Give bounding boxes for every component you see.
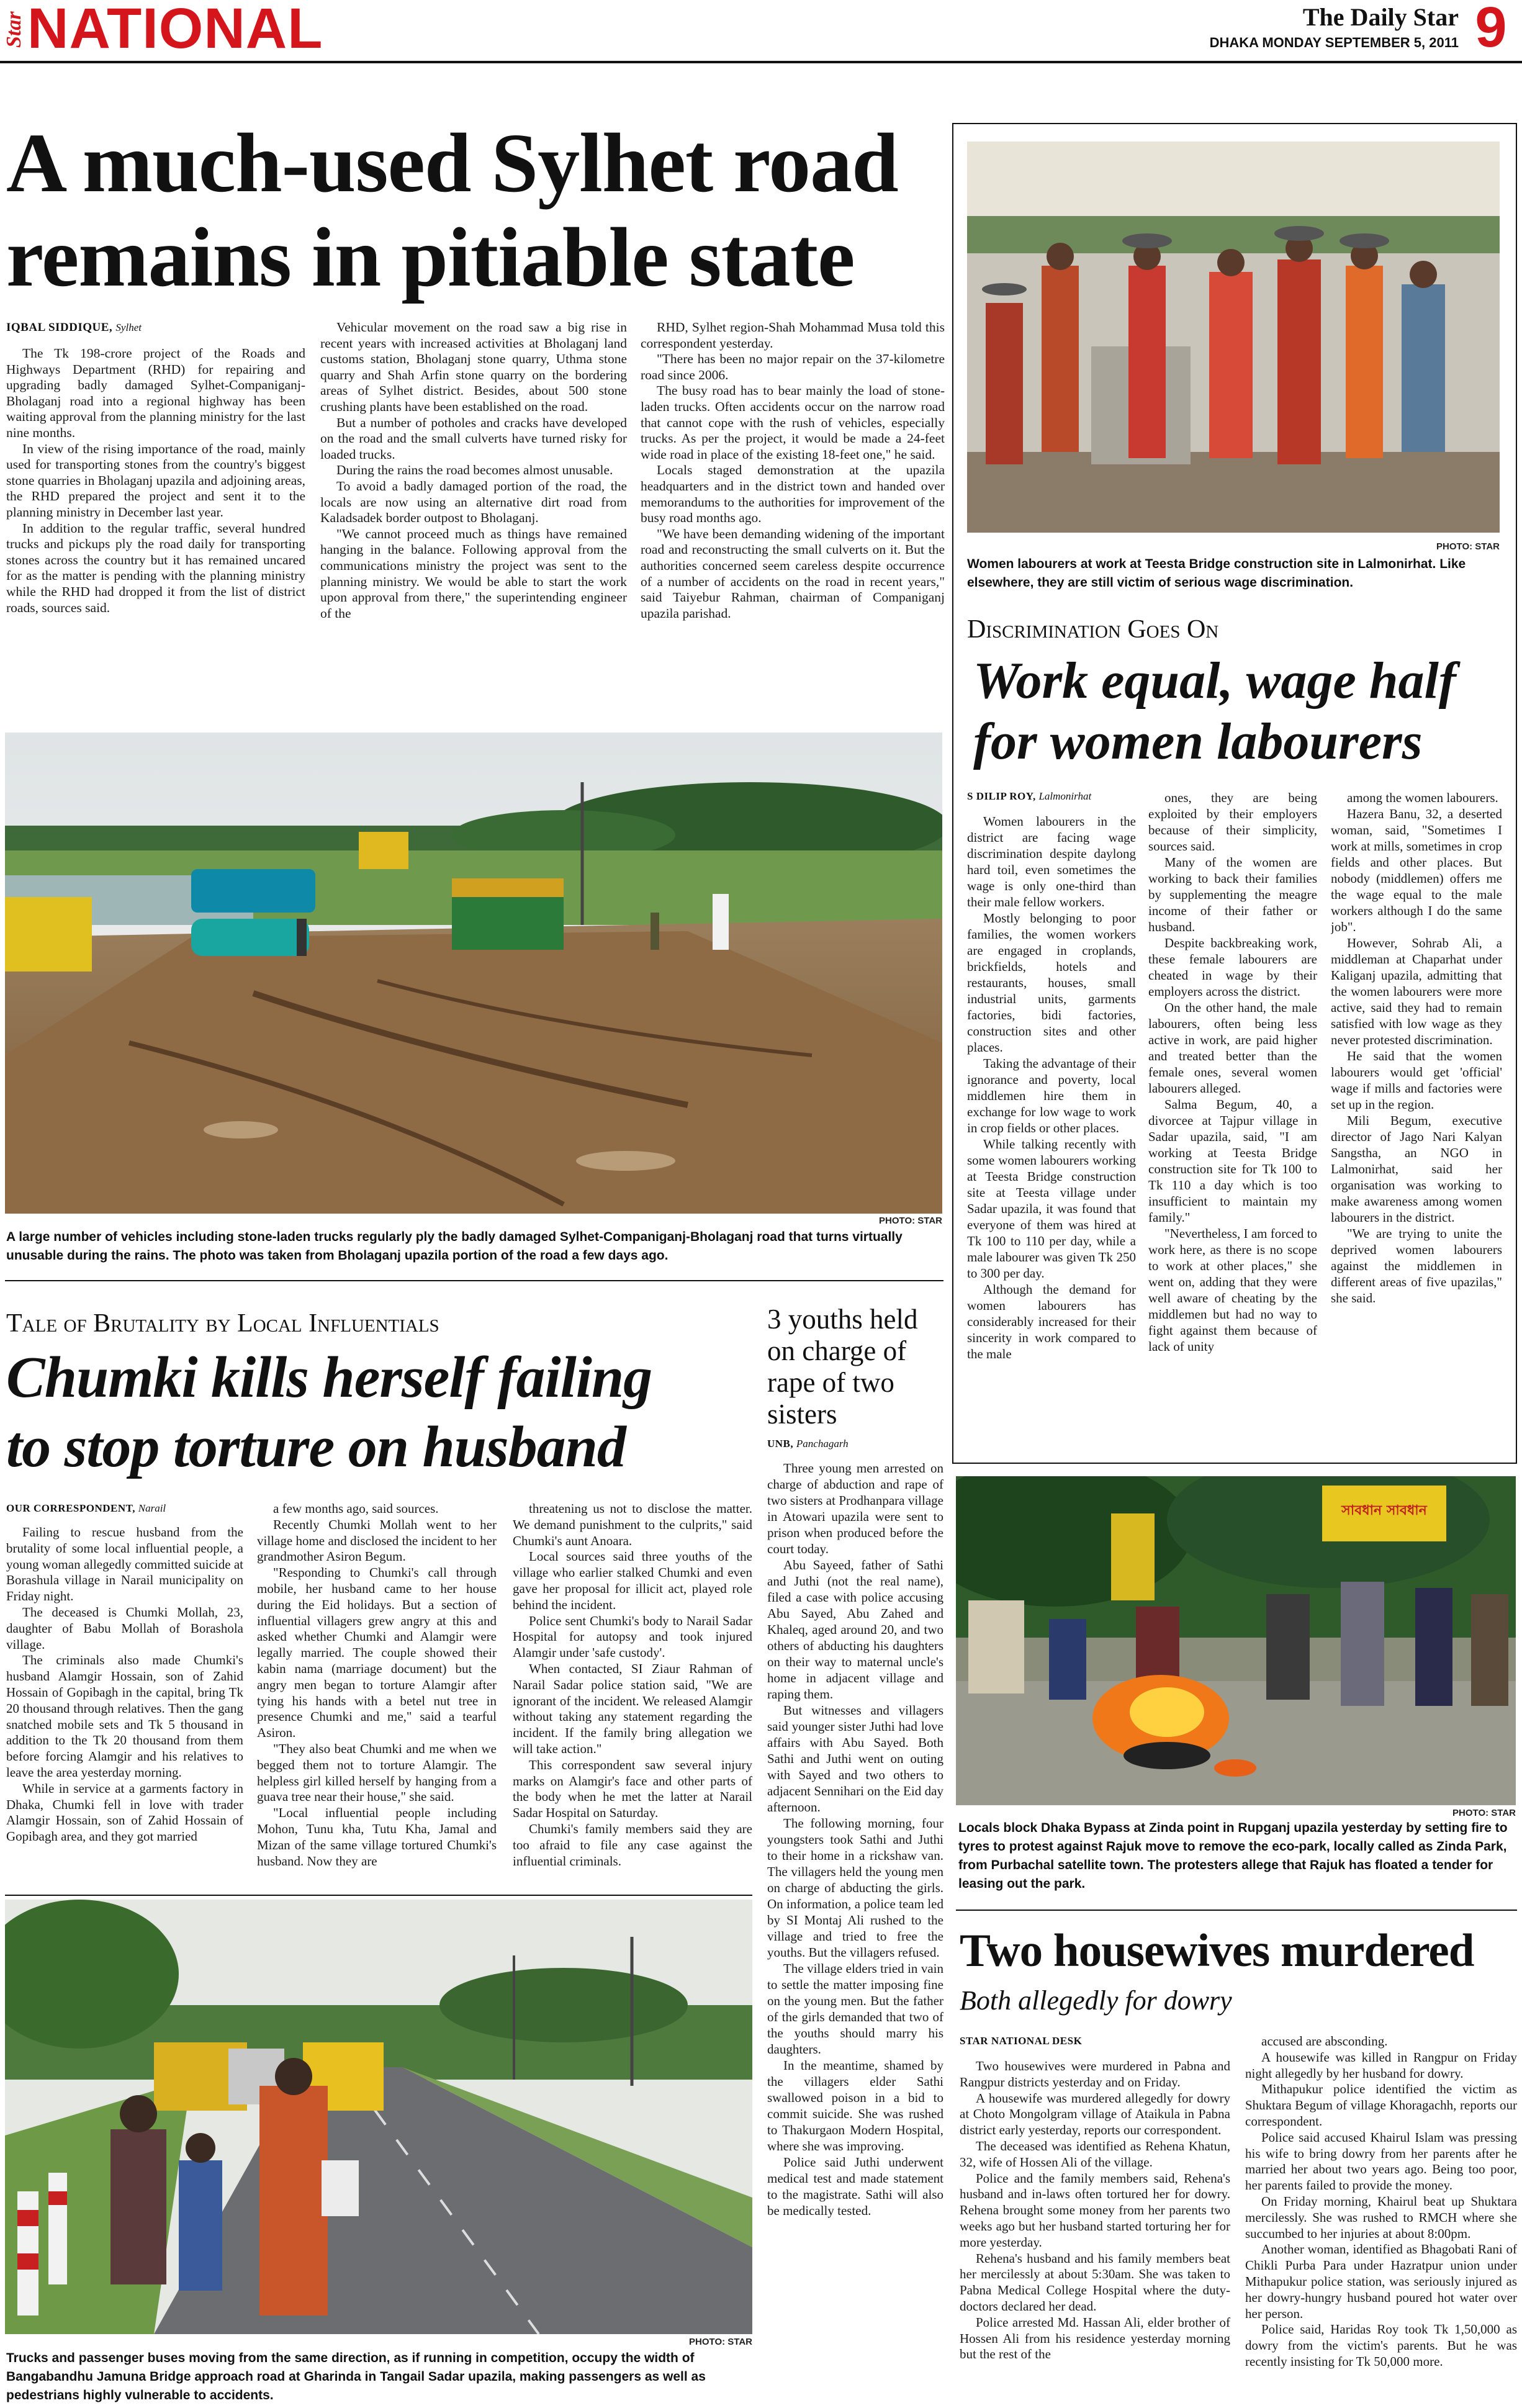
wage-byline-author: S DILIP ROY, [967,790,1036,802]
protest-photo-credit: PHOTO: STAR [1452,1808,1516,1818]
paragraph: Police said accused Khairul Islam was pressing his wife to bring dowry from her parents after he married her about two years ago. Being too poor, her parents failed to provide the money. [1245,2129,1517,2193]
paragraph: While talking recently with some women labourers working at Teesta Bridge construction site at Teesta village under Sadar upazila, it was found that everyone of them was hired at Tk 100 to 110 per day, while a male labourer was given Tk 250 to 300 per day. [967,1137,1136,1281]
paragraph: The following morning, four youngsters took Sathi and Juthi to their home in a rickshaw van. The villagers held the young men on charge of abducting the girls. On information, a police team led by SI Montaj Ali rushed to the village and tried to free the youths. But the villagers refused. [767,1816,943,1960]
road-headline-line2: remains in pitiable state [6,211,855,304]
paragraph: When contacted, SI Ziaur Rahman of Narail Sadar police station said, "We are ignorant of the incident. We released Alamgir without taking any statement regarding the incident. If the family bring allegation we will take action." [513,1661,752,1756]
wage-photo-credit: PHOTO: STAR [1436,541,1500,552]
paragraph: During the rains the road becomes almost unusable. [336,462,613,478]
paragraph: This correspondent saw several injury marks on Alamgir's face and other parts of the body when he met the latter at Narail Sadar Hospital on Saturday. [513,1757,752,1821]
wage-photo-illustration [967,142,1500,533]
road-headline-line1: A much-used Sylhet road [6,117,898,210]
chumki-byline [6,1502,166,1515]
paragraph: Police sent Chumki's body to Narail Sadar Hospital for autopsy and took injured Alamgir under 'safe custody'. [513,1613,752,1661]
paragraph: The deceased is Chumki Mollah, 23, daughter of Babu Mollah of Borashola village. [6,1604,243,1652]
highway-photo [5,1900,752,2334]
paragraph: A housewife was killed in Rangpur on Friday night allegedly by her husband for dowry. [1245,2049,1517,2081]
chumki-headline-line2: to stop torture on husband [6,1415,626,1479]
paragraph: However, Sohrab Ali, a middleman at Chaparhat under Kaliganj upazila, admitting that the women labourers were more active, said they had to remain satisfied with low wage as they never protested discrimination. [1331,936,1502,1047]
wage-byline [967,790,1091,803]
paragraph: Chumki's family members said they are too afraid to file any case against the influential criminals. [513,1821,752,1869]
paragraph: The deceased was identified as Rehena Khatun, 32, wife of Hossen Ali of the village. [960,2138,1230,2170]
paragraph: Mithapukur police identified the victim as Shuktara Begum of village Khoragachh, reports our correspondent. [1245,2081,1517,2129]
paragraph: The busy road has to bear mainly the load of stone-laden trucks. Often accidents occur on the narrow road that cannot cope with the rush of vehicles, especially trucks. As per the project, it would be made a 24-feet wide road in place of the existing 18-feet one," he said. [641,383,945,462]
paragraph: Despite backbreaking work, these female labourers are cheated in wage by their employers across the district. [1148,936,1317,999]
section-title: NATIONAL [27,0,323,60]
paragraph: Taking the advantage of their ignorance and poverty, local middlemen hire them in exchange for low wage to work in crop fields or other places. [967,1056,1136,1135]
paragraph: Police said Juthi underwent medical test and made statement to the magistrate. Sathi will also be medically tested. [767,2155,943,2218]
paragraph: While in service at a garments factory in Dhaka, Chumki fell in love with trader Alamgir Hossain, son of Zahid Hossain of Gopibagh area, and they got married [6,1780,243,1844]
paragraph: He said that the women labourers would get 'official' wage if mills and factories were set up in the region. [1331,1048,1502,1112]
star-tag: Star [2,11,25,48]
masthead [0,0,1522,60]
highway-photo-caption: Trucks and passenger buses moving from the same direction, as if running in competition, occupy the width of Bangabandhu Jamuna Bridge approach road at Gharinda in Tangail Sadar upazila, making passengers as well as pedestrians highly vulnerable to accidents. [6,2351,706,2402]
housewives-headline: Two housewives murdered [960,1925,1474,1977]
road-photo [5,733,942,1214]
paragraph: Local sources said three youths of the village who earlier stalked Chumki and even gave her proposal for illicit act, played role behind the incident. [513,1549,752,1612]
paragraph: Locals staged demonstration at the upazila headquarters and in the district town and handed over memorandums to the authorities for improvement of the busy road months ago. [641,462,945,526]
chumki-headline-line1: Chumki kills herself failing [6,1345,652,1410]
sisters-headline: 3 youths held on charge of rape of two sisters [767,1304,918,1430]
sisters-column [767,1460,943,2407]
chumki-kicker: Tale of Brutality by Local Influentials [6,1309,439,1338]
paragraph: "Responding to Chumki's call through mobile, her husband came to her house during the Eid holidays. But a section of influential villagers grew angry at this and asked whether Chumki and Alamgir were legally married. The couple showed their kabin nama (marriage document) but the angry men began to torture Alamgir after tying his hands with a betel nut tree in presence Chumki and me," said a tearful Asiron. [257,1565,497,1741]
paragraph: Police and the family members said, Rehena's husband and in-laws often tortured her for dowry. Rehena brought some money from her parents two weeks ago but her husband started torturing her for more yesterday. [960,2170,1230,2250]
paragraph: Although the demand for women labourers has considerably increased for their sincerity in work compared to the male [967,1282,1136,1361]
paragraph: Abu Sayeed, father of Sathi and Juthi (not the real name), filed a case with police accusing Abu Sayed, Abu Zahed and Khaleq, aged around 20, and two others of abducting his daughters on their way to maternal uncle's home in adjacent village and raping them. [767,1558,943,1702]
paragraph: Another woman, identified as Bhagobati Rani of Chikli Purba Para under Hazratpur union under Mithapukur police station, was seriously injured as her dowry-hungry husband poured hot water over her person. [1245,2242,1517,2321]
paragraph: Police arrested Md. Hassan Ali, elder brother of Hossen Ali from his residence yesterday morning but the rest of the [960,2314,1230,2362]
paragraph: In view of the rising importance of the road, mainly used for transporting stones from the country's biggest stone quarries in Bholaganj upazila and adjoining areas, the RHD prepared the project and sent it to the planning ministry in December last year. [6,441,305,520]
paragraph: Mili Begum, executive director of Jago Nari Kalyan Sangstha, an NGO in Lalmonirhat, said her organisation was working to make awareness among women labourers in the district. [1331,1113,1502,1225]
paragraph: Women labourers in the district are facing wage discrimination despite daylong hard toil, even sometimes the wage is only one-third than their male fellow workers. [967,814,1136,909]
paragraph: "Local influential people including Mohon, Tunu kha, Tutu Kha, Jamal and Mizan of the same village tortured Chumki's husband. Now they are [257,1805,497,1869]
road-byline-location: Sylhet [115,322,142,333]
paragraph: A housewife was murdered allegedly for dowry at Choto Mongolgram village of Ataikula in Pabna district early yesterday, reports our correspondent. [960,2090,1230,2138]
wage-col-1 [967,813,1136,1453]
housewives-col-2 [1245,2034,1517,2406]
sisters-byline [767,1438,849,1450]
protest-banner-text: সাবধান সাবধান [1341,1503,1427,1518]
chumki-col-2 [257,1501,497,1885]
wage-col-3 [1331,790,1502,1453]
paragraph: Salma Begum, 40, a divorcee at Tajpur village in Sadar upazila, said, "I am working at Teesta Bridge construction site for Tk 100 to Tk 110 a day which is too insufficient to maintain my family." [1148,1097,1317,1225]
road-photo-illustration [5,733,942,1214]
paragraph: But witnesses and villagers said younger sister Juthi had love affairs with Abu Sayed. Both Sathi and Juthi went on outing with Sayed and two others to adjacent Sennihari on the Eid day afternoon. [767,1703,943,1815]
wage-headline-line2: for women labourers [973,713,1423,770]
wage-col-2 [1148,790,1317,1453]
road-photo-caption: A large number of vehicles including stone-laden trucks regularly ply the badly damaged Sylhet-Companiganj-Bholaganj road that turns virtually unusable during the rains. The photo was taken from Bholaganj upazila portion of the road a few days ago. [6,1230,903,1263]
paragraph: Vehicular movement on the road saw a big rise in recent years with increased activities at Bholaganj land customs station, Bholaganj stone quarry, Uthma stone quarry and Shah Arfin stone quarry on the bordering areas of Sylhet district. Besides, about 500 stone crushing plants have been established on the road. [320,320,627,414]
housewives-col-1 [960,2059,1230,2406]
housewives-byline: STAR NATIONAL DESK [960,2035,1083,2047]
paragraph: "There has been no major repair on the 37-kilometre road since 2006. [641,351,945,382]
paragraph: Mostly belonging to poor families, the women workers are engaged in croplands, brickfields, hotels and restaurants, houses, small industrial units, garments factories, bidi factories, construction sites and other places. [967,911,1136,1055]
paragraph: "We cannot proceed much as things have remained hanging in the balance. Following approval from the communications ministry the project was sent to the planning ministry. We would be able to start the work upon approval from there," the superintending engineer of the [320,526,627,621]
paragraph: among the women labourers. [1347,790,1498,805]
wage-photo-caption: Women labourers at work at Teesta Bridge construction site in Lalmonirhat. Like elsewhere, they are still victim of serious wage discrimination. [967,557,1466,590]
road-photo-credit: PHOTO: STAR [879,1215,942,1226]
paragraph: "We are trying to unite the deprived women labourers against the middlemen in different areas of five upazilas," she said. [1331,1226,1502,1305]
wage-kicker: Discrimination Goes On [967,615,1219,644]
divider [5,1280,943,1281]
protest-photo [956,1476,1516,1805]
chumki-byline-location: Narail [138,1502,166,1514]
paragraph: Recently Chumki Mollah went to her village home and disclosed the incident to her grandmother Asiron Begum. [257,1517,497,1564]
sisters-byline-author: UNB, [767,1438,794,1450]
paragraph: RHD, Sylhet region-Shah Mohammad Musa told this correspondent yesterday. [641,320,945,351]
page-number: 9 [1475,0,1507,59]
paragraph: On the other hand, the male labourers, often being less active in work, are paid higher and treated better than the female ones, several women labourers alleged. [1148,1000,1317,1096]
divider [956,1910,1517,1911]
housewives-subhead: Both allegedly for dowry [960,1985,1232,2016]
chumki-col-3 [513,1501,752,1885]
road-col-1 [6,346,305,681]
paragraph: Hazera Banu, 32, a deserted woman, said, "Sometimes I work at mills, sometimes in crop fields and other places. But nobody (middlemen) offers me the wage equal to the male workers although I do the same job". [1331,806,1502,934]
chumki-col-1 [6,1525,243,1885]
sisters-byline-location: Panchagarh [796,1438,849,1450]
paragraph: The village elders tried in vain to settle the matter imposing fine on the young men. But the father of the girls demanded that two of the youths should marry his daughters. [767,1961,943,2057]
paragraph: "They also beat Chumki and me when we begged them not to torture Alamgir. The helpless girl killed herself by hanging from a guava tree near their house," she said. [257,1741,497,1805]
chumki-byline-author: OUR CORRESPONDENT, [6,1502,135,1514]
paragraph: Failing to rescue husband from the brutality of some local influential people, a young woman allegedly committed suicide at Borashula village in Narail municipality on Friday night. [6,1525,243,1604]
highway-photo-credit: PHOTO: STAR [689,2337,752,2347]
masthead-rule [0,61,1522,63]
paragraph: Three young men arrested on charge of abduction and rape of two sisters at Prodhanpara village in Atowari upazila were sent to prison when produced before the court today. [767,1461,943,1556]
paragraph: Rehena's husband and his family members beat her mercilessly at about 5:30am. She was taken to Pabna Medical College Hospital where the duty-doctors declared her dead. [960,2250,1230,2314]
paragraph: In addition to the regular traffic, several hundred trucks and pickups ply the road daily for transporting stones across the country but it has remained uncared for as the matter is pending with the planning ministry while the RHD had dropped it from the list of district roads, sources said. [6,520,305,615]
protest-photo-illustration [956,1476,1516,1805]
road-byline [6,321,142,335]
highway-photo-illustration [5,1900,752,2334]
paragraph: Two housewives were murdered in Pabna and Rangpur districts yesterday and on Friday. [960,2059,1230,2090]
paragraph: The criminals also made Chumki's husband Alamgir Hossain, son of Zahid Hossain of Gopibagh in the capital, bring Tk 20 thousand through relatives. Then the gang snatched mobile sets and Tk 5 thousand in addition to the Tk 20 thousand from them before forcing Alamgir and his relatives to leave the area yesterday morning. [6,1653,243,1780]
paragraph: "We have been demanding widening of the important road and reconstructing the small culverts on it. But the authorities concerned seem careless despite occurrence of a number of accidents on the road in recent years," said Taiyebur Rahman, chairman of Companiganj upazila parishad. [641,526,945,621]
paragraph: Many of the women are working to back their families by supplementing the meagre income of their father or husband. [1148,855,1317,934]
paragraph: a few months ago, said sources. [273,1501,439,1516]
paragraph: On Friday morning, Khairul beat up Shuktara mercilessly. She was rushed to RMCH where she succumbed to her injuries at about 8:00pm. [1245,2193,1517,2241]
wage-photo [967,142,1500,533]
road-col-3 [641,320,945,681]
protest-photo-caption: Locals block Dhaka Bypass at Zinda point in Rupganj upazila yesterday by setting fire to tyres to protest against Rajuk move to remove the eco-park, locally called as Zinda Park, from Purbachal satellite town. The protesters allege that Rajuk has floated a tender for leasing out the park. [958,1821,1508,1891]
paragraph: To avoid a badly damaged portion of the road, the locals are now using an alternative dirt road from Kaladsadek border outpost to Bholaganj. [320,478,627,526]
paragraph: ones, they are being exploited by their employers because of their simplicity, sources said. [1148,790,1317,854]
paper-name: The Daily Star [1302,3,1459,31]
road-byline-author: IQBAL SIDDIQUE, [6,321,113,334]
road-col-2 [320,320,627,681]
dateline: DHAKA MONDAY SEPTEMBER 5, 2011 [1209,35,1459,50]
paragraph: But a number of potholes and cracks have developed on the road and the small culverts have turned risky for loaded trucks. [320,415,627,462]
paragraph: Police said, Haridas Roy took Tk 1,50,000 as dowry from the victim's parents. But he was recently insisting for Tk 50,000 more. [1245,2322,1517,2369]
paragraph: The Tk 198-crore project of the Roads and Highways Department (RHD) for repairing and upgrading badly damaged Sylhet-Companiganj-Bholaganj road into a regional highway has been waiting approval from the planning ministry for the last nine months. [6,346,305,440]
paragraph: "Nevertheless, I am forced to work here, as there is no scope to work at other places," she went on, adding that they were well aware of cheating by the middlemen but had no way to fight against them because of lack of unity [1148,1226,1317,1354]
paragraph: accused are absconding. [1261,2034,1388,2049]
paragraph: In the meantime, shamed by the villagers elder Sathi swallowed poison in a bid to commit suicide. She was rushed to Thakurgaon Modern Hospital, where she was improving. [767,2058,943,2153]
wage-byline-location: Lalmonirhat [1038,790,1092,802]
wage-headline-line1: Work equal, wage half [973,652,1456,710]
paragraph: threatening us not to disclose the matter. We demand punishment to the culprits," said Chumki's aunt Anoara. [513,1501,752,1548]
divider [5,1895,752,1896]
